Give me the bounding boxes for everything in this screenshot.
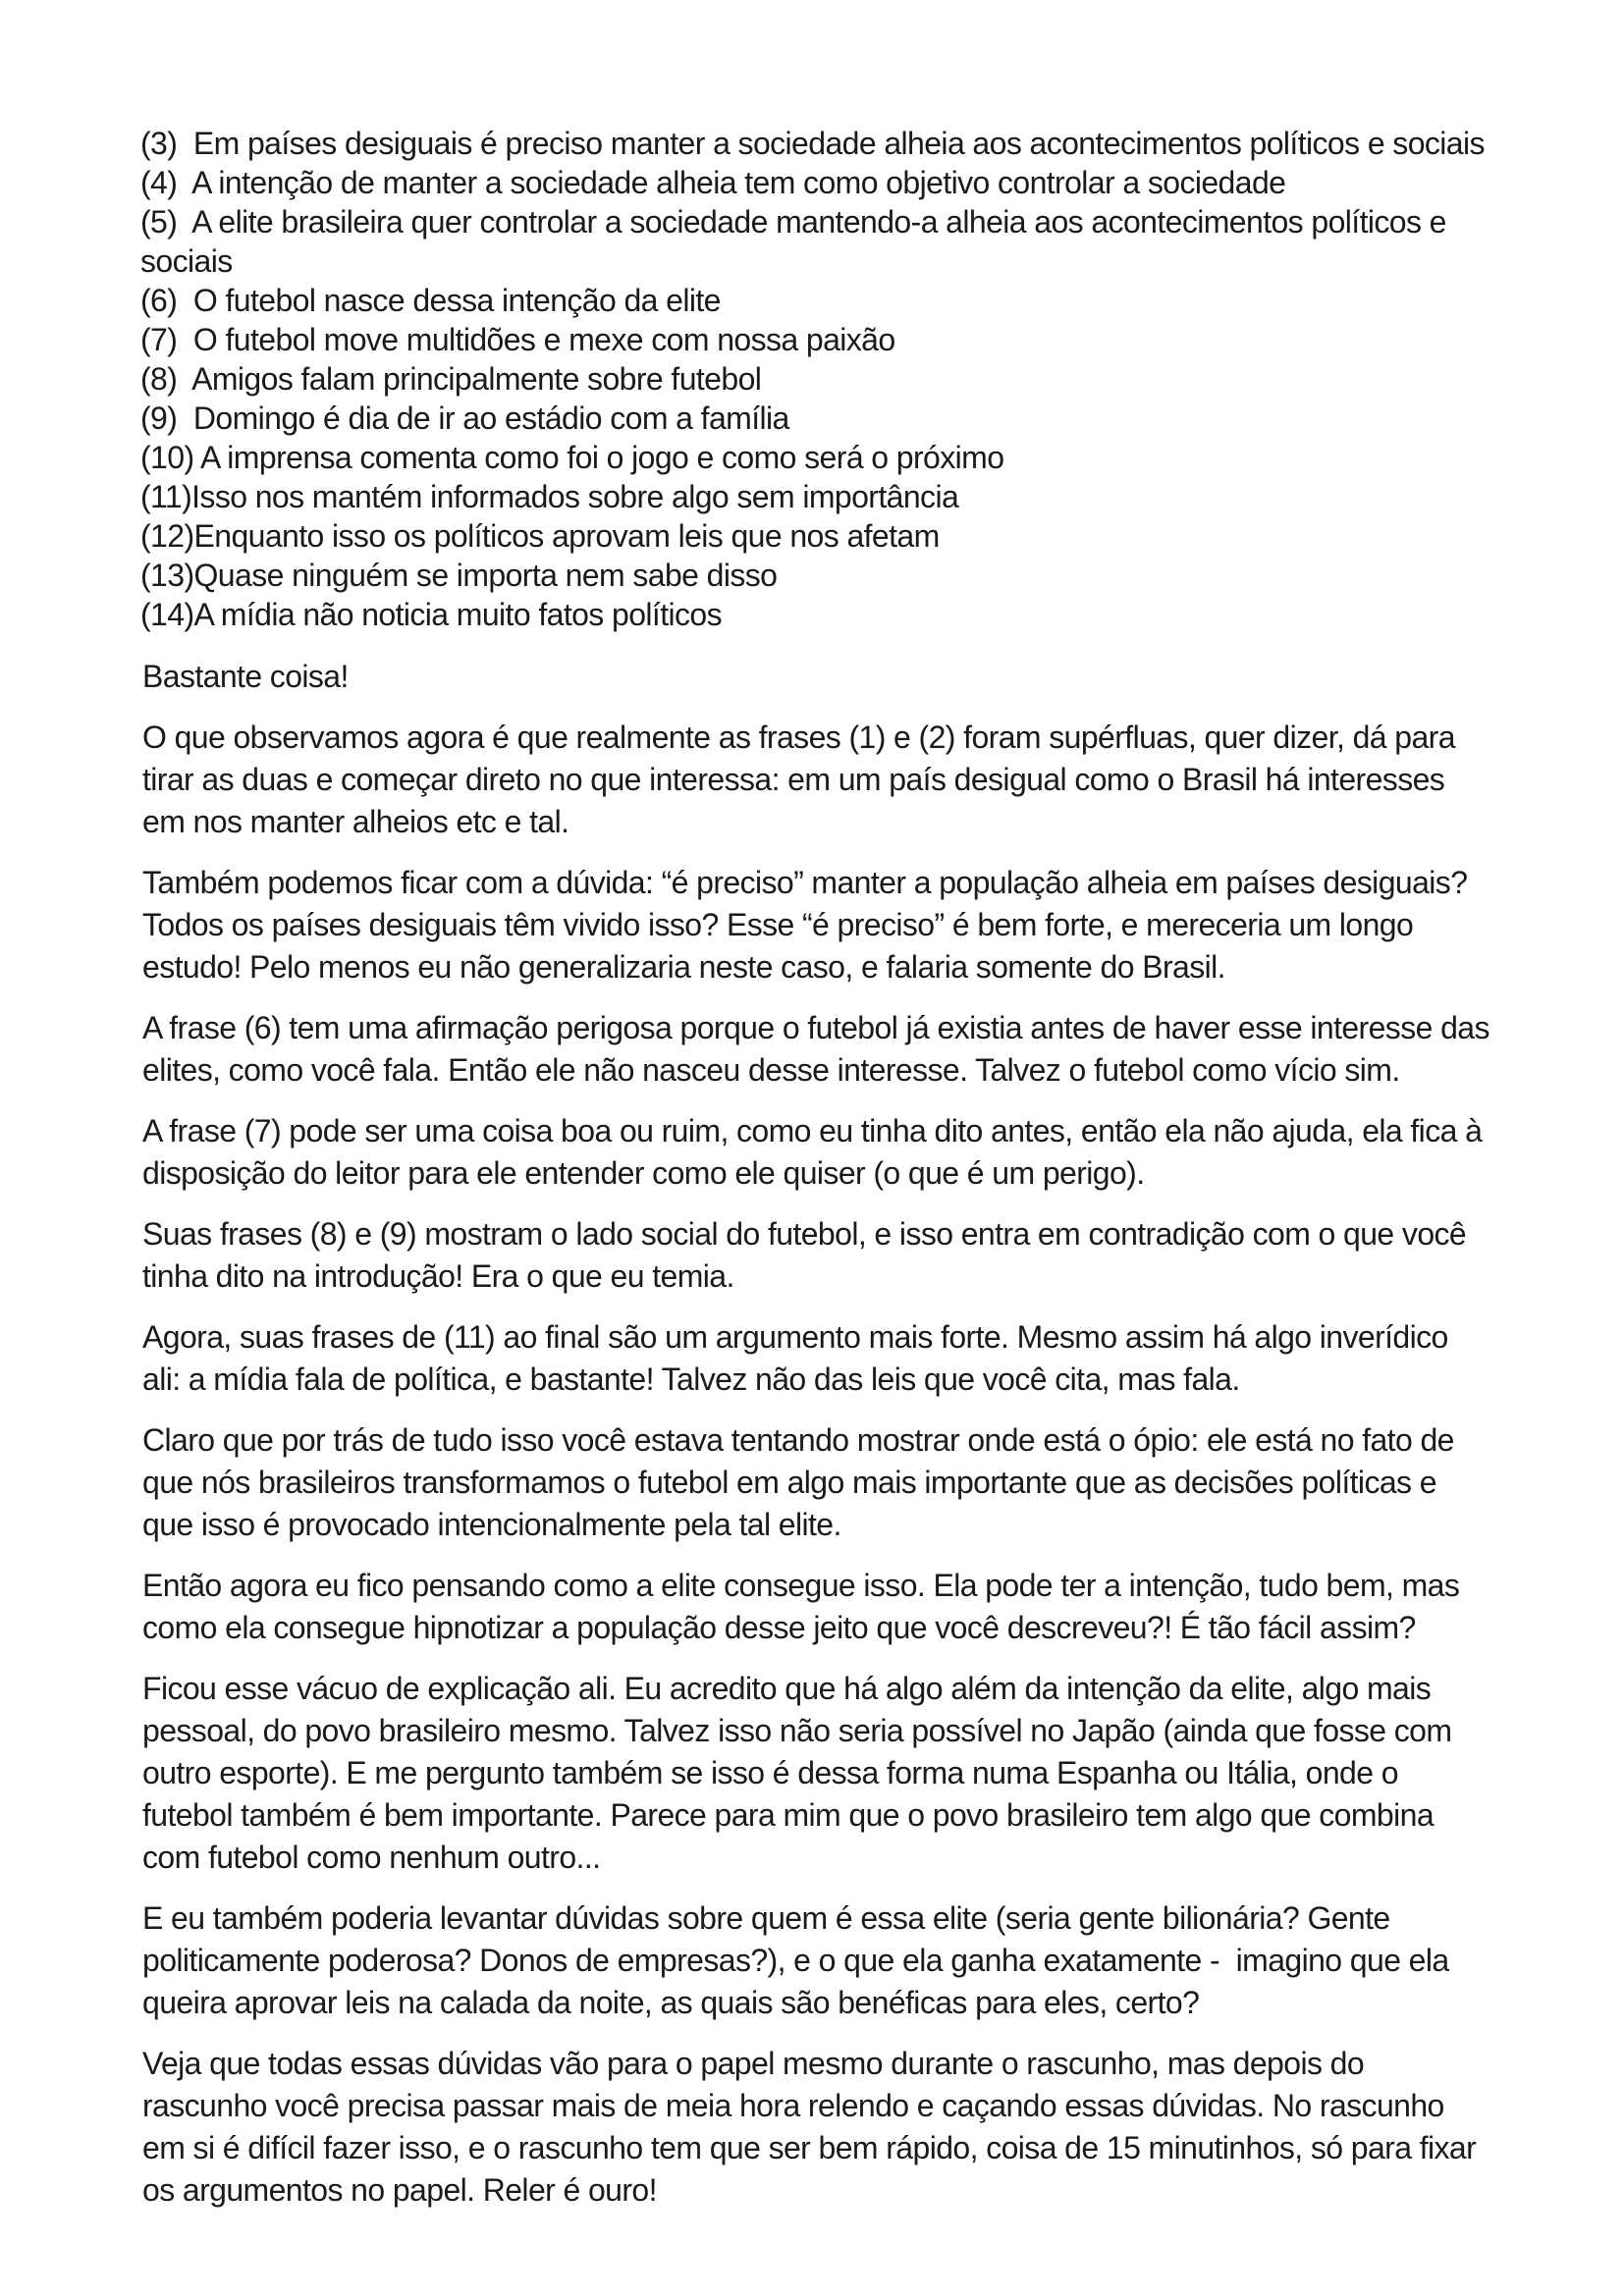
- paragraph: Suas frases (8) e (9) mostram o lado social do futebol, e isso entra em contradição com o que você tinha dito na introdução! Era o que eu temia.: [142, 1216, 1475, 1294]
- list-item: (5) A elite brasileira quer controlar a sociedade mantendo-a alheia aos acontecimentos políticos e sociais: [140, 204, 1455, 279]
- list-item: (11)Isso nos mantém informados sobre algo sem importância: [140, 479, 959, 514]
- paragraph: A frase (7) pode ser uma coisa boa ou ruim, como eu tinha dito antes, então ela não ajuda, ela fica à disposição do leitor para ele entender como ele quiser (o que é um perigo).: [142, 1113, 1490, 1191]
- numbered-list: [140, 124, 1493, 634]
- list-item: (6) O futebol nasce dessa intenção da elite: [140, 283, 721, 318]
- paragraph: O que observamos agora é que realmente as frases (1) e (2) foram supérfluas, quer dizer, dá para tirar as duas e começar direto no que interessa: em um país desigual como o Brasil há interesses em nos manter alheios etc e tal.: [142, 720, 1464, 839]
- paragraph-section: [140, 656, 1498, 2212]
- paragraph: Também podemos ficar com a dúvida: “é preciso” manter a população alheia em países desiguais? Todos os países desiguais têm vivido isso? Esse “é preciso” é bem forte, e mereceria um longo estudo! Pelo menos eu não generalizaria neste caso, e falaria somente do Brasil.: [142, 865, 1476, 985]
- list-item: (8) Amigos falam principalmente sobre futebol: [140, 361, 762, 397]
- paragraph: Claro que por trás de tudo isso você estava tentando mostrar onde está o ópio: ele está no fato de que nós brasileiros transformamos o futebol em algo mais importante que as decisões políticas e que isso é provocado intencionalmente pela tal elite.: [142, 1422, 1463, 1542]
- list-item: (4) A intenção de manter a sociedade alheia tem como objetivo controlar a sociedade: [140, 165, 1286, 200]
- paragraph: Agora, suas frases de (11) ao final são um argumento mais forte. Mesmo assim há algo inverídico ali: a mídia fala de política, e bastante! Talvez não das leis que você cita, mas fala.: [142, 1319, 1457, 1397]
- list-item: (10) A imprensa comenta como foi o jogo e como será o próximo: [140, 440, 1004, 475]
- text-block: [140, 124, 1498, 2212]
- paragraph: Bastante coisa!: [142, 659, 349, 694]
- paragraph: Ficou esse vácuo de explicação ali. Eu acredito que há algo além da intenção da elite, algo mais pessoal, do povo brasileiro mesmo. Talvez isso não seria possível no Japão (ainda que fosse com outro esporte). E me pergunto também se isso é dessa forma numa Espanha ou Itália, onde o futebol também é bem importante. Parece para mim que o povo brasileiro tem algo que combina com futebol como nenhum outro...: [142, 1671, 1460, 1875]
- paragraph: Veja que todas essas dúvidas vão para o papel mesmo durante o rascunho, mas depois do rascunho você precisa passar mais de meia hora relendo e caçando essas dúvidas. No rascunho em si é difícil fazer isso, e o rascunho tem que ser bem rápido, coisa de 15 minutinhos, só para fixar os argumentos no papel. Reler é ouro!: [142, 2046, 1485, 2208]
- list-item: (14)A mídia não noticia muito fatos políticos: [140, 597, 722, 632]
- paragraph: A frase (6) tem uma afirmação perigosa porque o futebol já existia antes de haver esse interesse das elites, como você fala. Então ele não nasceu desse interesse. Talvez o futebol como vício sim.: [142, 1010, 1498, 1088]
- list-item: (3) Em países desiguais é preciso manter a sociedade alheia aos acontecimentos políticos e sociais: [140, 126, 1485, 161]
- paragraph: Então agora eu fico pensando como a elite consegue isso. Ela pode ter a intenção, tudo bem, mas como ela consegue hipnotizar a população desse jeito que você descreveu?! É tão fácil assim?: [142, 1568, 1468, 1645]
- list-item: (12)Enquanto isso os políticos aprovam leis que nos afetam: [140, 518, 940, 554]
- list-item: (9) Domingo é dia de ir ao estádio com a família: [140, 400, 789, 436]
- paragraph: E eu também poderia levantar dúvidas sobre quem é essa elite (seria gente bilionária? Gente politicamente poderosa? Donos de empresas?), e o que ela ganha exatamente - imagino que ela queira aprovar leis na calada da noite, as quais são benéficas para eles, certo?: [142, 1900, 1457, 2020]
- list-item: (7) O futebol move multidões e mexe com nossa paixão: [140, 322, 895, 357]
- list-item: (13)Quase ninguém se importa nem sabe disso: [140, 558, 778, 593]
